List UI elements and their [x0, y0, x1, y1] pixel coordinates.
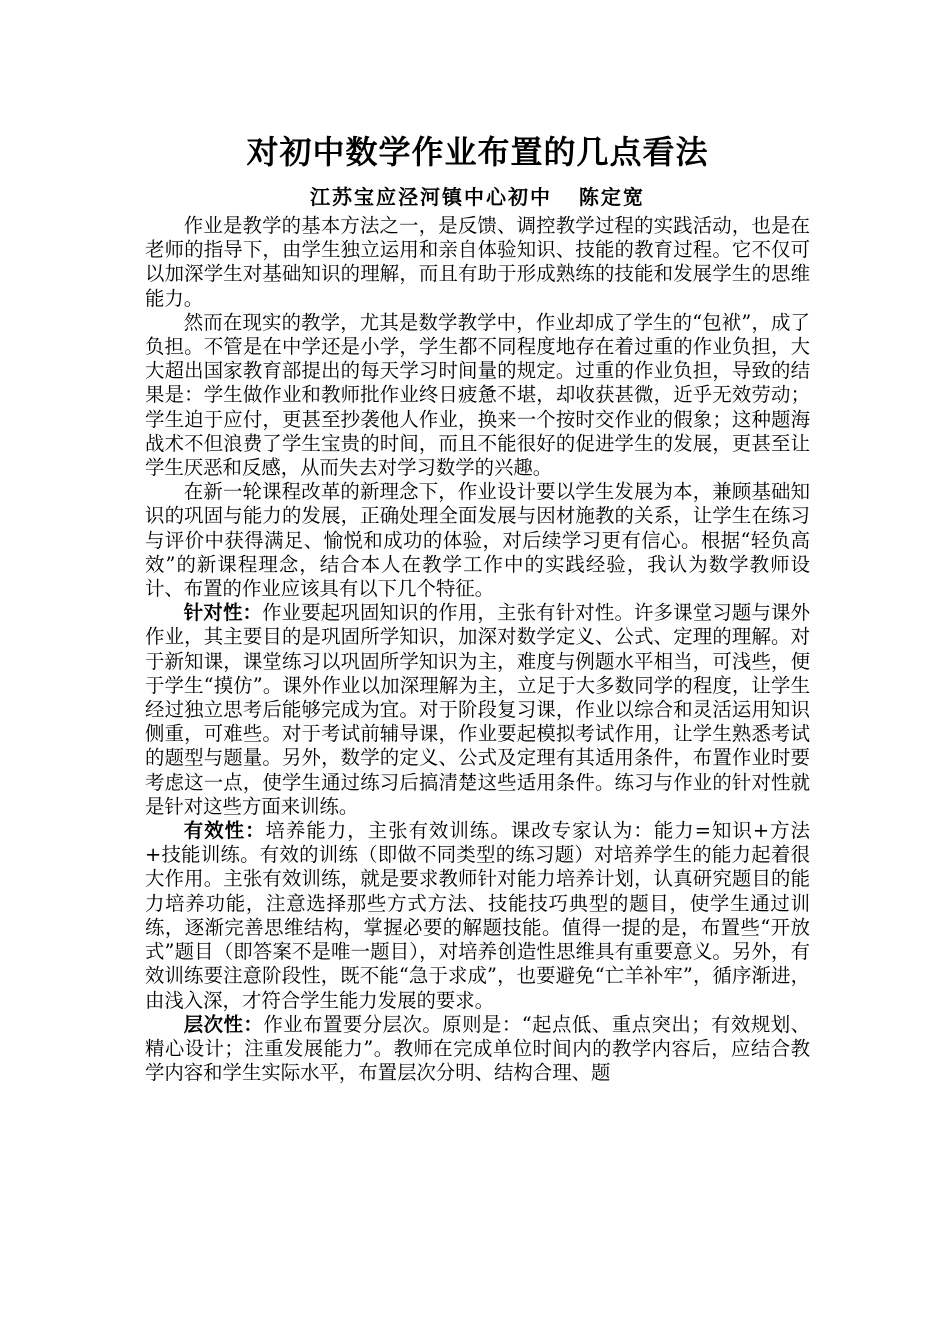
paragraph-text: 培养能力，主张有效训练。课改专家认为：能力=知识+方法+技能训练。有效的训练（即做不同类型的练习题）对培养学生的能力起着很大作用。主张有效训练，就是要求教师针对能力培养计划，认真研究题目的能力培养功能，注意选择那些方式方法、技能技巧典型的题目，使学生通过训练，逐渐完善思维结构，掌握必要的解题技能。值得一提的是，布置些“开放式”题目（即答案不是唯一题目），对培养创造性思维具有重要意义。另外，有效训练要注意阶段性，既不能“急于求成”，也要避免“亡羊补牢”，循序渐进，由浅入深，才符合学生能力发展的要求。: [145, 819, 810, 1012]
paragraph-term: 层次性：: [183, 1012, 264, 1036]
document-body: [145, 214, 810, 1085]
author-line: 江苏宝应泾河镇中心初中 陈定宽: [310, 185, 645, 209]
paragraph-targeted: [145, 601, 810, 819]
paragraph-intro: [145, 214, 810, 311]
paragraph-text: 在新一轮课程改革的新理念下，作业设计要以学生发展为本，兼顾基础知识的巩固与能力的发展，正确处理全面发展与因材施教的关系，让学生在练习与评价中获得满足、愉悦和成功的体验，对后续学习更有信心。根据“轻负高效”的新课程理念，结合本人在教学工作中的实践经验，我认为数学教师设计、布置的作业应该具有以下几个特征。: [145, 480, 810, 601]
paragraph-term: 有效性：: [183, 819, 266, 843]
paragraph-burden: [145, 311, 810, 480]
paragraph-text: 作业是教学的基本方法之一，是反馈、调控教学过程的实践活动，也是在老师的指导下，由学生独立运用和亲自体验知识、技能的教育过程。它不仅可以加深学生对基础知识的理解，而且有助于形成熟练的技能和发展学生的思维能力。: [145, 214, 810, 310]
paragraph-new-curriculum: [145, 480, 810, 601]
paragraph-text: 然而在现实的教学，尤其是数学教学中，作业却成了学生的“包袱”，成了负担。不管是在中学还是小学，学生都不同程度地存在着过重的作业负担，大大超出国家教育部提出的每天学习时间量的规定。过重的作业负担，导致的结果是：学生做作业和教师批作业终日疲惫不堪，却收获甚微，近乎无效劳动；学生迫于应付，更甚至抄袭他人作业，换来一个按时交作业的假象；这种题海战术不但浪费了学生宝贵的时间，而且不能很好的促进学生的发展，更甚至让学生厌恶和反感，从而失去对学习数学的兴趣。: [145, 310, 810, 480]
paragraph-text: 作业要起巩固知识的作用，主张有针对性。许多课堂习题与课外作业，其主要目的是巩固所学知识，加深对数学定义、公式、定理的理解。对于新知课，课堂练习以巩固所学知识为主，难度与例题水平相当，可浅些，便于学生“摸仿”。课外作业以加深理解为主，立足于大多数同学的程度，让学生经过独立思考后能够完成为宜。对于阶段复习课，作业以综合和灵活运用知识侧重，可难些。对于考试前辅导课，作业要起模拟考试作用，让学生熟悉考试的题型与题量。另外，数学的定义、公式及定理有其适用条件，布置作业时要考虑这一点，使学生通过练习后搞清楚这些适用条件。练习与作业的针对性就是针对这些方面来训练。: [145, 601, 811, 818]
paragraph-term: 针对性：: [183, 601, 263, 625]
document-title: 对初中数学作业布置的几点看法: [246, 133, 709, 171]
paragraph-effective: [145, 819, 810, 1013]
paragraph-text: 作业布置要分层次。原则是：“起点低、重点突出；有效规划、精心设计；注重发展能力”。教师在完成单位时间内的教学内容后，应结合教学内容和学生实际水平，布置层次分明、结构合理、题: [145, 1012, 811, 1085]
paragraph-layered: [145, 1013, 810, 1086]
document-page: [145, 128, 810, 1085]
